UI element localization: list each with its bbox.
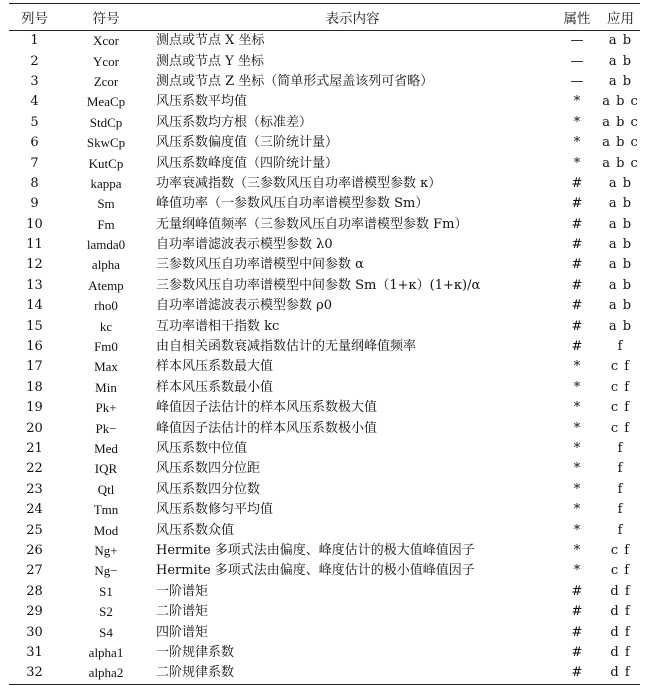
row-description: 峰值因子法估计的样本风压系数极小值 [156,420,378,436]
row-attribute: * [573,94,581,110]
row-attribute: # [571,318,583,334]
row-attribute: * [573,502,581,518]
row-application: c f [610,563,631,579]
row-num: 31 [26,644,43,660]
table-row [9,255,640,275]
row-attribute: * [573,461,581,477]
row-num: 18 [26,379,43,395]
row-symbol: Fm0 [94,339,118,355]
row-symbol: kappa [90,175,122,191]
row-symbol: Ycor [93,53,119,69]
row-symbol: S2 [99,604,113,620]
row-num: 6 [30,135,39,151]
row-application: a b [608,33,633,49]
row-attribute: * [573,359,581,375]
table-row [9,378,640,398]
row-num: 8 [30,175,39,191]
row-application: a b [608,298,633,314]
row-symbol: S1 [99,583,113,599]
row-description: 峰值因子法估计的样本风压系数极大值 [156,400,378,416]
table-row [9,357,640,377]
row-symbol: IQR [94,461,118,477]
table-row [9,174,640,194]
row-symbol: SkwCp [86,135,126,151]
row-description: 风压系数四分位距 [156,461,261,477]
row-application: d f [610,624,631,640]
row-symbol: Zcor [93,73,119,89]
row-description: 一阶谱矩 [156,583,209,599]
row-symbol: Max [94,359,118,375]
row-symbol: Min [95,379,117,395]
row-num: 28 [26,583,43,599]
row-application: a b [608,73,633,89]
row-application: f [617,481,624,497]
table-row [9,276,640,296]
row-application: f [617,502,624,518]
row-application: f [617,522,624,538]
table-row [9,500,640,520]
row-attribute: * [573,400,581,416]
row-application: a b [608,53,633,69]
row-attribute: * [573,155,581,171]
row-application: a b [608,196,633,212]
row-symbol: Pk+ [95,400,117,416]
row-application: c f [610,420,631,436]
row-attribute: # [571,644,583,660]
row-num: 21 [26,441,43,456]
row-num: 9 [30,196,39,212]
table-row [9,439,640,459]
row-description: 风压系数偏度值（三阶统计量） [156,135,339,151]
row-num: 11 [26,237,43,253]
row-description: 二阶规律系数 [152,663,553,684]
table-row [9,459,640,479]
table-row [9,337,640,357]
header-attribute: 属性 [553,4,601,31]
row-application: c f [610,542,631,558]
row-attribute: # [571,583,583,599]
table-row [9,398,640,418]
row-attribute: * [573,441,581,456]
table-row [9,113,640,133]
row-num: 23 [26,481,43,497]
row-description: 风压系数峰度值（四阶统计量） [156,155,339,171]
table-row [9,194,640,214]
row-description: 样本风压系数最大值 [156,359,274,375]
row-description: 风压系数均方根（标准差） [156,114,313,130]
row-symbol: alpha [91,257,121,273]
row-num: 13 [26,277,43,293]
row-symbol: S4 [99,624,113,640]
header-description: 表示内容 [152,4,553,31]
table-row [9,72,640,92]
row-description: 三参数风压自功率谱模型中间参数 Sm（1+κ）(1+κ)/α [156,277,481,293]
row-attribute: * [573,563,581,579]
table-row [9,520,640,540]
table-row [9,602,640,622]
table-row [9,480,640,500]
row-attribute: * [573,379,581,395]
row-description: 样本风压系数最小值 [156,379,274,395]
row-application: a b [608,216,633,232]
row-attribute: * [573,135,581,151]
row-attribute: # [571,339,583,355]
row-attribute: * [573,420,581,436]
row-attribute: * [573,542,581,558]
table-row [9,541,640,561]
table-row [9,418,640,438]
row-application: d f [610,644,631,660]
row-num: 14 [26,298,43,314]
row-num: 27 [26,563,43,579]
table-row [9,51,640,71]
row-description: 由自相关函数衰减指数估计的无量纲峰值频率 [156,339,417,355]
row-attribute: * [573,522,581,538]
row-symbol: Ng+ [94,542,118,558]
row-symbol: kc [99,318,113,334]
row-symbol: Med [94,441,118,456]
row-attribute: # [571,216,583,232]
row-description: 自功率谱滤波表示模型参数 ρ0 [156,298,333,314]
row-description: 一阶规律系数 [156,644,235,660]
row-application: a b [608,318,633,334]
table-row [9,153,640,173]
row-symbol: Fm [97,216,115,232]
row-num: 4 [30,94,39,110]
row-description: Hermite 多项式法由偏度、峰度估计的极小值峰值因子 [156,563,475,579]
row-description: 风压系数修匀平均值 [156,502,274,518]
row-description: 三参数风压自功率谱模型中间参数 α [156,257,364,273]
row-symbol: lamda0 [86,237,126,253]
row-application: c f [610,379,631,395]
row-application: c f [610,359,631,375]
row-symbol: alpha2 [60,663,152,684]
row-application: f [617,441,624,456]
row-num: 10 [26,216,43,232]
row-description: Hermite 多项式法由偏度、峰度估计的极大值峰值因子 [156,542,475,558]
row-description: 无量纲峰值频率（三参数风压自功率谱模型参数 Fm） [156,216,468,232]
row-symbol: Ng− [94,563,118,579]
row-attribute: # [571,257,583,273]
parameter-table [9,3,640,685]
row-num: 2 [30,53,39,69]
table-row [9,316,640,336]
table-row [9,92,640,112]
row-attribute: # [571,298,583,314]
row-description: 二阶谱矩 [156,604,209,620]
table-row [9,582,640,602]
row-description: 测点或节点 Y 坐标 [156,53,264,69]
row-attribute: * [573,481,581,497]
row-application: a b [608,175,633,191]
table-body [9,31,640,685]
table-row [9,643,640,663]
row-application: d f [610,604,631,620]
row-attribute: # [571,604,583,620]
row-num: 22 [26,461,43,477]
row-symbol: Mod [93,522,119,538]
row-symbol: Tmn [93,502,119,518]
row-symbol: StdCp [89,114,123,130]
row-attribute: — [570,33,584,49]
row-application: a b c [602,155,639,171]
row-description: 测点或节点 X 坐标 [156,33,265,49]
row-symbol: Qtl [97,481,115,497]
row-num: 30 [26,624,43,640]
row-application: d f [601,663,640,684]
row-num: 24 [26,502,43,518]
row-symbol: MeaCp [86,94,126,110]
row-attribute: — [570,53,584,69]
row-symbol: Atemp [88,277,124,293]
row-attribute: — [570,73,584,89]
row-attribute: * [573,114,581,130]
header-num: 列号 [9,4,60,31]
table-row [9,133,640,153]
row-description: 风压系数平均值 [156,94,248,110]
table-row [9,235,640,255]
table-row [9,215,640,235]
row-description: 风压系数四分位数 [156,481,261,497]
table-row [9,31,640,52]
row-num: 19 [26,400,43,416]
table-row [9,622,640,642]
row-description: 功率衰减指数（三参数风压自功率谱模型参数 κ） [156,175,442,191]
row-num: 7 [30,155,39,171]
row-num: 5 [30,114,39,130]
header-symbol: 符号 [60,4,152,31]
row-description: 四阶谱矩 [156,624,209,640]
row-description: 风压系数中位值 [156,441,248,456]
row-num: 16 [26,339,43,355]
row-description: 互功率谱相干指数 kc [156,318,280,334]
row-attribute: # [571,196,583,212]
row-description: 峰值功率（一参数风压自功率谱模型参数 Sm） [156,196,429,212]
table-header [9,4,640,31]
row-application: a b c [602,114,639,130]
row-num: 29 [26,604,43,620]
row-symbol: Xcor [93,33,119,49]
row-symbol: Pk− [95,420,117,436]
row-symbol: alpha1 [88,644,124,660]
row-num: 25 [26,522,43,538]
row-application: f [617,461,624,477]
row-description: 测点或节点 Z 坐标（简单形式屋盖该列可省略） [156,73,434,89]
row-attribute: # [553,663,601,684]
row-num: 15 [26,318,43,334]
row-application: d f [610,583,631,599]
row-attribute: # [571,237,583,253]
header-application: 应用 [601,4,640,31]
row-application: a b c [602,94,639,110]
row-num: 26 [26,542,43,558]
table-row [9,663,640,684]
row-num: 12 [26,257,43,273]
row-num: 20 [26,420,43,436]
row-num: 1 [30,33,39,49]
row-application: f [617,339,624,355]
table-row [9,296,640,316]
row-application: a b [608,237,633,253]
row-description: 风压系数众值 [156,522,235,538]
table-row [9,561,640,581]
row-description: 自功率谱滤波表示模型参数 λ0 [156,237,333,253]
row-application: c f [610,400,631,416]
row-attribute: # [571,277,583,293]
row-num: 3 [30,73,39,89]
row-num: 32 [9,663,60,684]
row-symbol: rho0 [94,298,118,314]
row-symbol: Sm [97,196,115,212]
row-attribute: # [571,175,583,191]
row-symbol: KutCp [88,155,124,171]
row-application: a b c [602,135,639,151]
row-attribute: # [571,624,583,640]
row-application: a b [608,257,633,273]
row-application: a b [608,277,633,293]
row-num: 17 [26,359,43,375]
